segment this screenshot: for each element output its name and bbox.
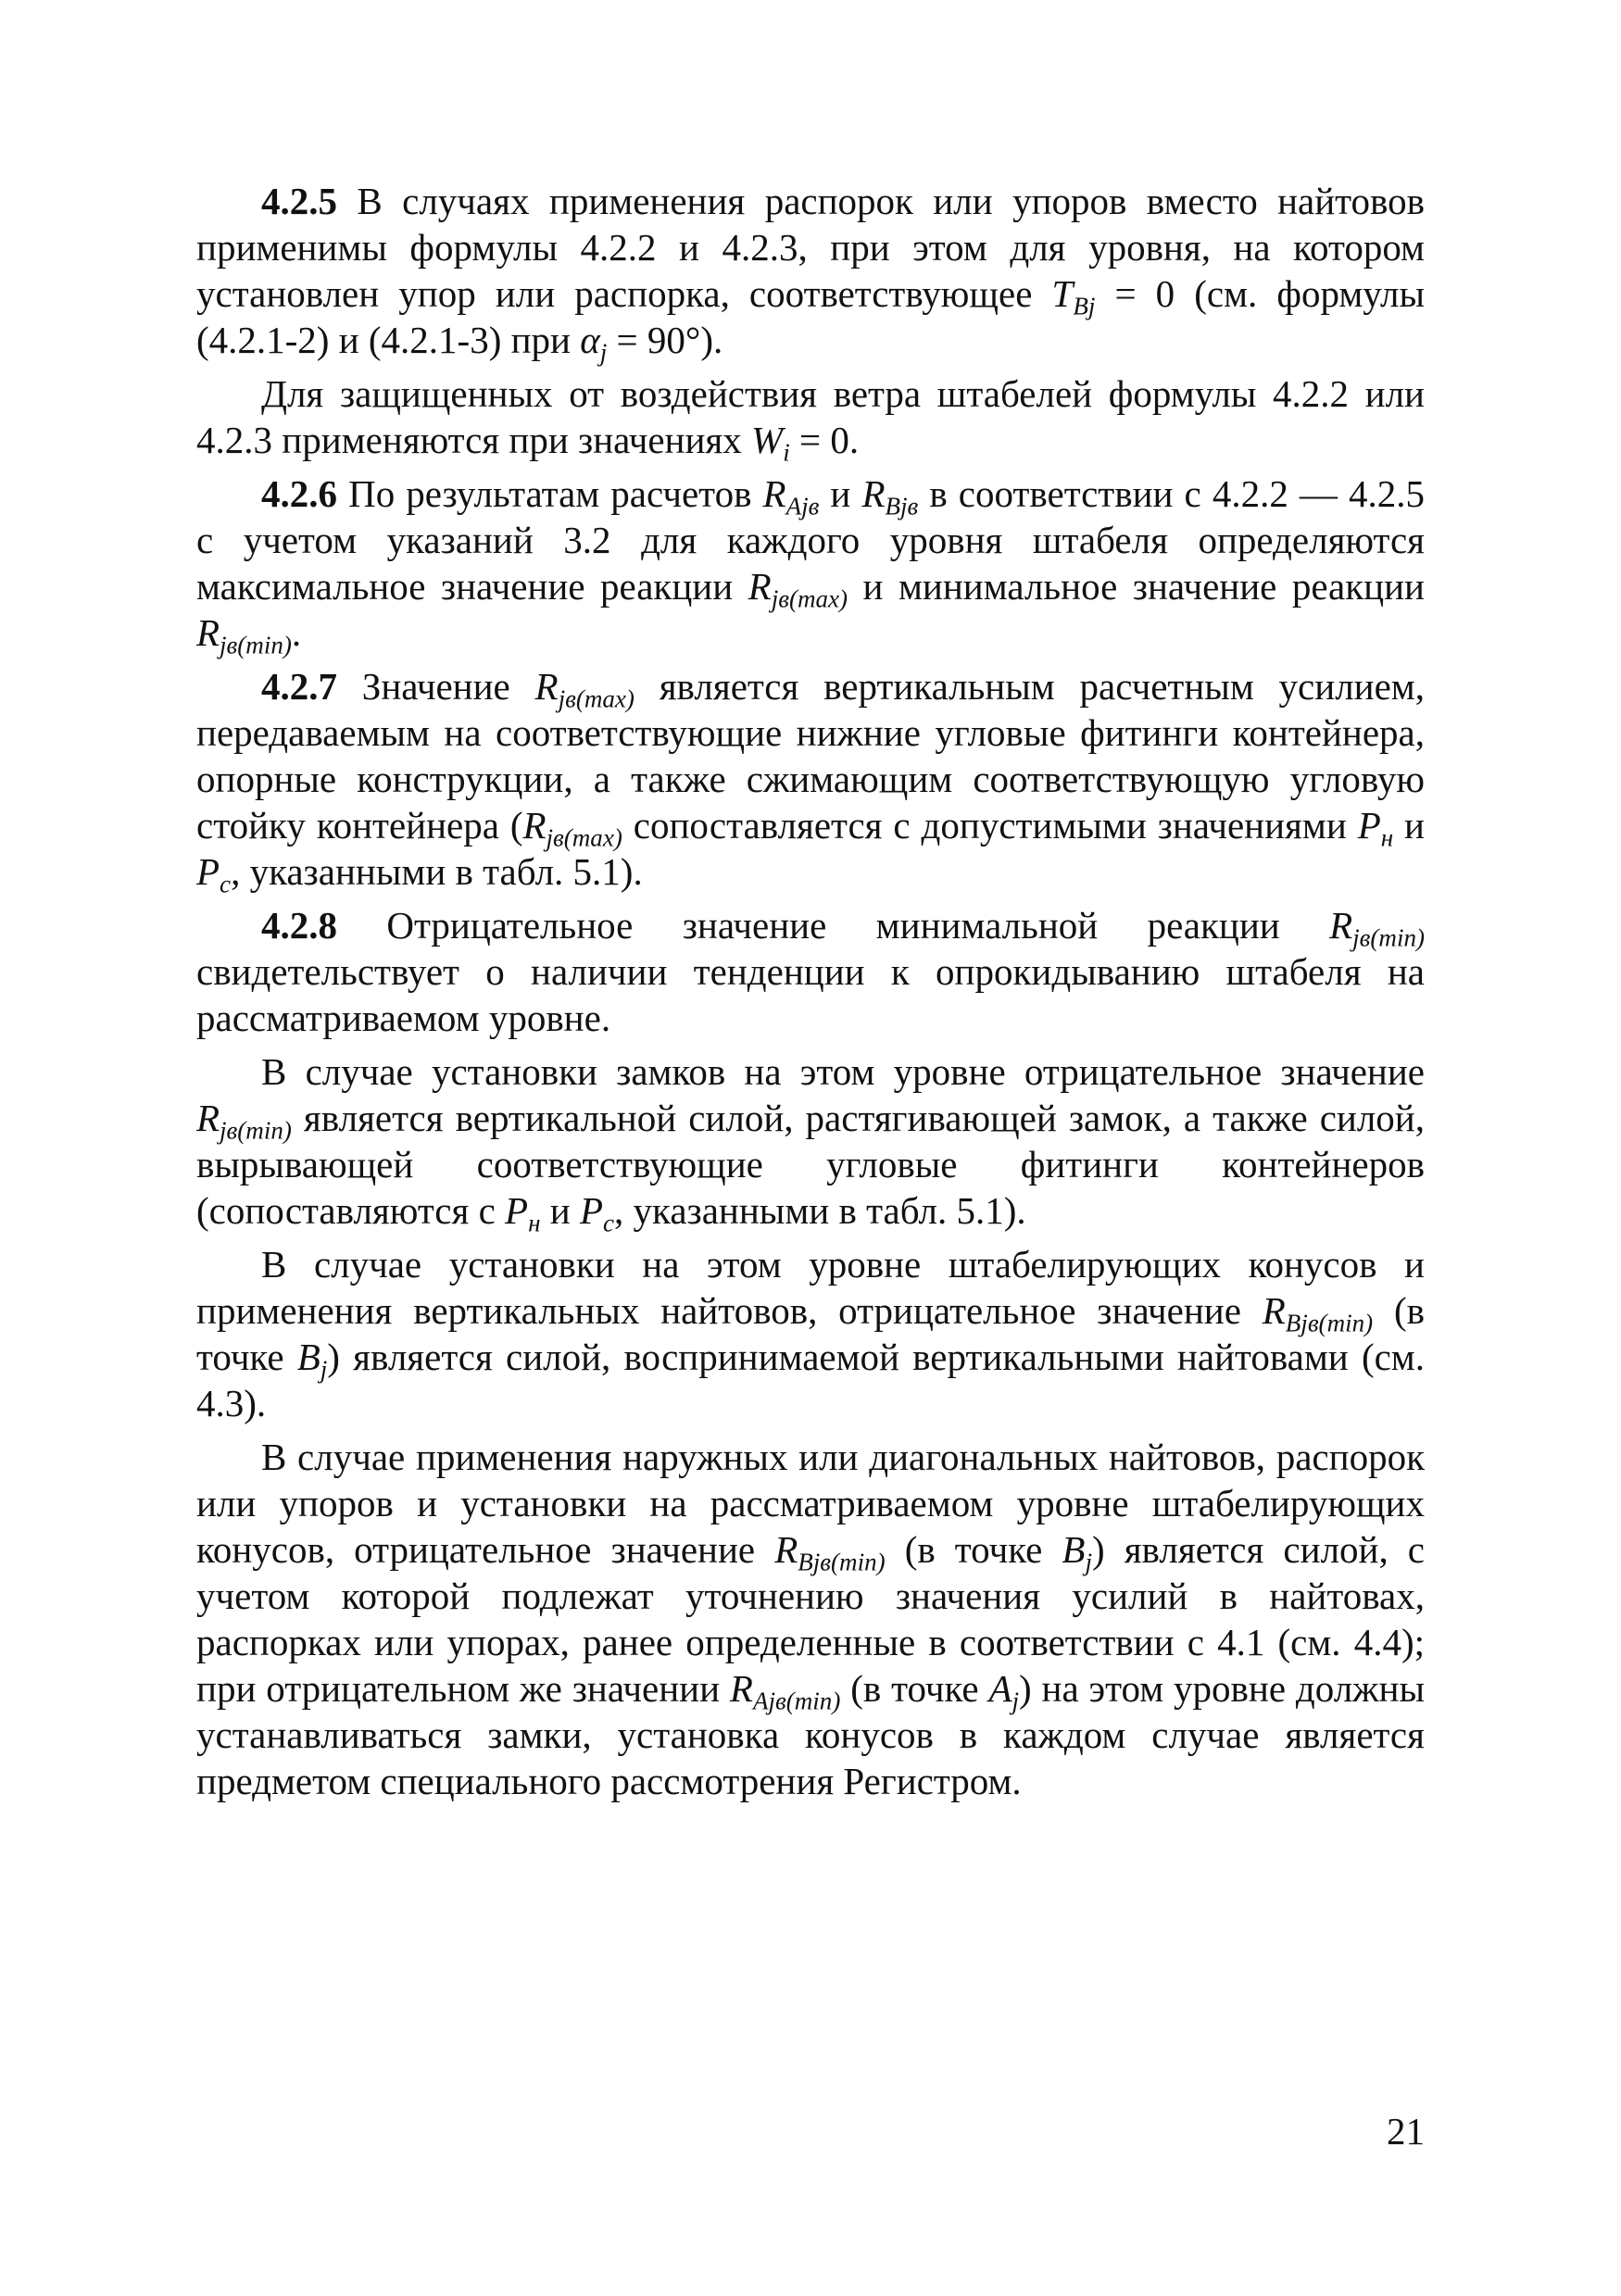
math-symbol	[580, 319, 608, 367]
text-run: В случае установки замков на этом уровне отрицательное значение	[261, 1050, 1425, 1093]
math-subscript: Bj	[1073, 292, 1096, 320]
text-run: Для защищенных от воздействия ветра штабелей формулы 4.2.2 или 4.2.3 применяются при значениях	[196, 372, 1425, 461]
page-number: 21	[1387, 2110, 1425, 2152]
math-base: P	[579, 1189, 603, 1232]
text-run: и	[540, 1189, 580, 1232]
math-symbol	[579, 1189, 615, 1237]
text-run: (в точке	[840, 1667, 989, 1710]
math-base: P	[505, 1189, 529, 1232]
math-symbol	[762, 472, 820, 521]
paragraph	[196, 370, 1425, 467]
math-base: R	[861, 472, 886, 515]
math-base: R	[774, 1528, 798, 1571]
math-base: R	[748, 565, 772, 608]
math-base: R	[196, 611, 220, 654]
math-subscript: с	[603, 1209, 615, 1237]
math-symbol	[296, 1336, 328, 1384]
paragraph	[196, 663, 1425, 898]
text-run: и	[1393, 804, 1425, 847]
math-subscript: jв(max)	[771, 584, 848, 613]
math-subscript: н	[1380, 823, 1394, 852]
section-number: 4.2.6	[261, 472, 337, 515]
paragraph	[196, 1241, 1425, 1426]
math-subscript: jв(max)	[558, 684, 635, 713]
math-base: R	[522, 804, 547, 847]
text-run: , указанными в табл. 5.1).	[614, 1189, 1026, 1232]
math-base: R	[1262, 1289, 1286, 1332]
text-run: и минимальное значение реакции	[848, 565, 1426, 608]
math-base: P	[1357, 804, 1381, 847]
math-base: B	[1062, 1528, 1086, 1571]
text-run: является вертикальным расчетным усилием, передаваемым на соответствующие нижние угловые фитинги контейнера, опорные конструкции, а также сжимающим соответствующую угловую стойку контейнера (	[196, 665, 1425, 847]
math-subscript: Ajв	[785, 492, 820, 521]
math-subscript: jв(min)	[220, 631, 292, 659]
text-run: ) является силой, воспринимаемой вертикальными найтовами (см. 4.3).	[196, 1336, 1425, 1424]
math-subscript: Ajв(min)	[752, 1687, 841, 1715]
text-run: Отрицательное значение минимальной реакции	[337, 904, 1330, 947]
text-run: .	[291, 611, 302, 654]
math-base: R	[196, 1097, 220, 1139]
math-base: W	[751, 419, 784, 461]
paragraph	[196, 1434, 1425, 1804]
math-base: B	[296, 1336, 320, 1378]
math-base: R	[762, 472, 786, 515]
paragraph	[196, 1048, 1425, 1237]
text-run: ) является силой, с учетом которой подлежат уточнению значения усилий в найтовах, распорках или упорах, ранее определенные в соответствии с 4.1 (см. 4.4); при отрицательном же значении	[196, 1528, 1425, 1710]
math-subscript: i	[783, 438, 790, 467]
math-symbol	[729, 1667, 841, 1715]
math-subscript: jв(min)	[1352, 923, 1425, 952]
math-symbol	[751, 419, 790, 467]
text-run: , указанными в табл. 5.1).	[231, 850, 643, 893]
math-symbol	[1051, 272, 1096, 320]
text-run: в соответствии с 4.2.2 — 4.2.5 с учетом указаний 3.2 для каждого уровня штабеля определяются максимальное значение реакции	[196, 472, 1425, 608]
math-symbol	[748, 565, 848, 613]
paragraph	[196, 178, 1425, 367]
math-base: P	[196, 850, 220, 893]
section-number: 4.2.7	[261, 665, 337, 708]
math-symbol	[196, 850, 232, 898]
math-base: R	[1329, 904, 1353, 947]
document-body	[196, 178, 1425, 1812]
math-symbol	[505, 1189, 541, 1237]
math-base: A	[988, 1667, 1012, 1710]
text-run: В случае применения наружных или диагональных найтовов, распорок или упоров и установки на рассматриваемом уровне штабелирующих конусов, отрицательное значение	[196, 1436, 1425, 1571]
math-subscript: с	[220, 870, 232, 898]
text-run: ) на этом уровне должны устанавливаться замки, установка конусов в каждом случае является предметом специального рассмотрения Регистром.	[196, 1667, 1425, 1802]
math-symbol	[1062, 1528, 1092, 1576]
text-run: (в точке	[196, 1289, 1425, 1378]
math-base: R	[534, 665, 559, 708]
math-subscript: jв(min)	[220, 1116, 292, 1145]
text-run: В случае установки на этом уровне штабелирующих конусов и применения вертикальных найтовов, отрицательное значение	[196, 1243, 1425, 1332]
paragraph	[196, 470, 1426, 659]
math-symbol	[196, 611, 292, 659]
text-run: = 0 (см. формулы (4.2.1-2) и (4.2.1-3) при	[196, 272, 1425, 361]
text-run: = 0.	[789, 419, 860, 461]
math-base: R	[729, 1667, 753, 1710]
math-subscript: Bjв	[885, 492, 919, 521]
math-subscript: н	[528, 1209, 541, 1237]
math-subscript: j	[1085, 1548, 1092, 1576]
text-run: Значение	[337, 665, 535, 708]
math-subscript: j	[1012, 1687, 1020, 1715]
text-run: свидетельствует о наличии тенденции к опрокидыванию штабеля на рассматриваемом уровне.	[196, 950, 1425, 1039]
text-run: В случаях применения распорок или упоров вместо найтовов применимы формулы 4.2.2 и 4.2.3, при этом для уровня, на котором установлен упор или распорка, соответствующее	[196, 180, 1425, 315]
math-subscript: Bjв(min)	[1285, 1309, 1374, 1337]
math-base: α	[580, 319, 600, 361]
math-subscript: j	[320, 1355, 328, 1384]
text-run: является вертикальной силой, растягивающей замок, а также силой, вырывающей соответствующие угловые фитинги контейнеров (сопоставляются с	[196, 1097, 1425, 1232]
math-symbol	[196, 1097, 292, 1145]
text-run: сопоставляется с допустимыми значениями	[622, 804, 1358, 847]
paragraph	[196, 902, 1425, 1041]
text-run: По результатам расчетов	[337, 472, 763, 515]
math-symbol	[988, 1667, 1020, 1715]
text-run: = 90°).	[607, 319, 723, 361]
math-symbol	[534, 665, 635, 713]
text-run: и	[819, 472, 862, 515]
math-symbol	[861, 472, 919, 521]
math-symbol	[774, 1528, 886, 1576]
math-subscript: jв(max)	[546, 823, 622, 852]
math-symbol	[1329, 904, 1425, 952]
math-symbol	[1357, 804, 1394, 852]
math-subscript: j	[599, 338, 608, 367]
text-run: (в точке	[885, 1528, 1062, 1571]
section-number: 4.2.8	[261, 904, 337, 947]
math-subscript: Bjв(min)	[798, 1548, 886, 1576]
math-symbol	[1262, 1289, 1374, 1337]
math-symbol	[522, 804, 622, 852]
section-number: 4.2.5	[261, 180, 337, 222]
math-base: T	[1051, 272, 1074, 315]
